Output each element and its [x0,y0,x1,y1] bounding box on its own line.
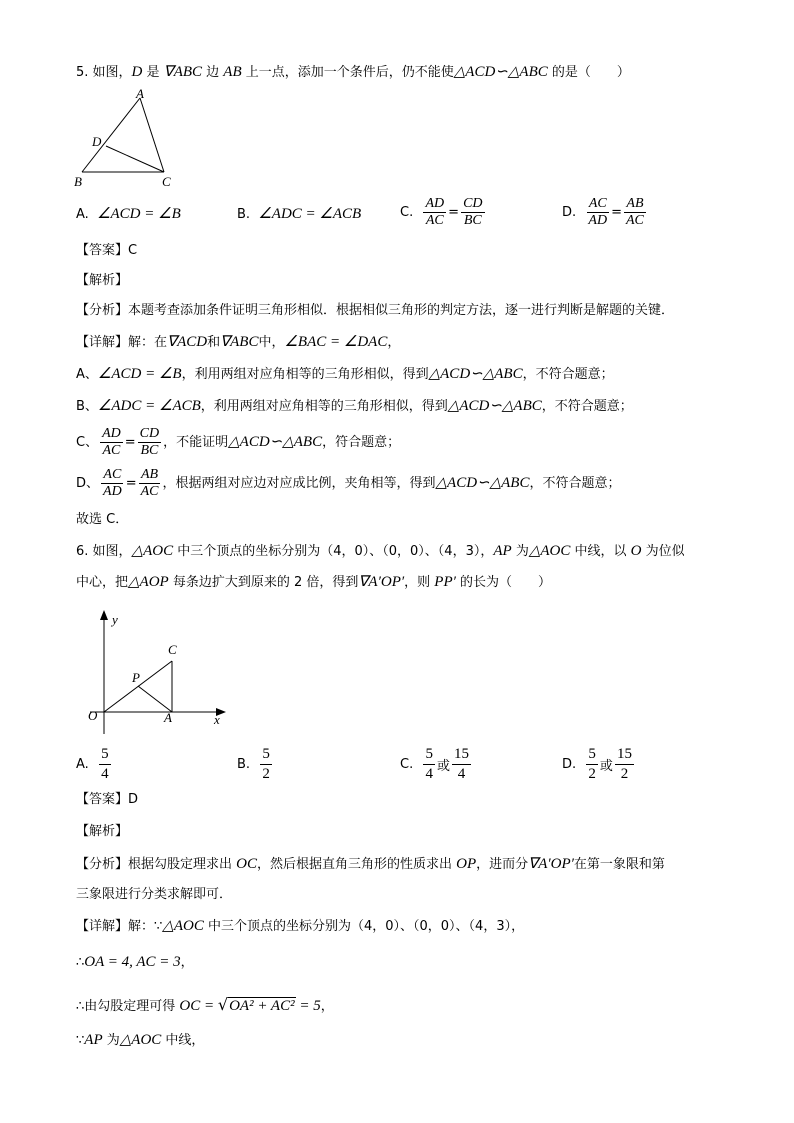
q6-option-d[interactable]: D. $\frac{5}{2}$ 或 $\frac{15}{2}$ [562,746,632,782]
label-p: P [132,670,140,685]
fraction: $\frac{AB}{AC}$ [626,196,644,228]
q5-stem: 5. 如图，D 是 ∇ABC 边 AB 上一点，添加一个条件后，仍不能使△ACD∽△ABC 的是（ ） [76,64,630,80]
q5-fenxi: 【分析】本题考查添加条件证明三角形相似．根据相似三角形的判定方法，逐一进行判断是解题的关键． [76,303,675,318]
q6-coordinate-figure [80,606,240,740]
edge-ac [140,98,164,172]
q5-xiangjie: 【详解】解：在∇ACD和∇ABC中，∠BAC = ∠DAC， [76,334,401,350]
segment-ap [138,686,172,712]
q6-stem-line1: 6. 如图，△AOC 中三个顶点的坐标分别为（4，0）、（0，0）、（4，3），AP 为△AOC 中线，以 O 为位似 [76,543,685,559]
q6-option-c[interactable]: C. $\frac{5}{4}$ 或 $\frac{15}{4}$ [400,746,469,782]
q5-triangle-figure [70,86,190,192]
sqrt-sign: √ [217,995,229,1014]
q5-option-d[interactable]: D. $\frac{AC}{AD}$ = $\frac{AB}{AC}$ [562,196,644,228]
q5-option-a[interactable]: A. ∠ACD = ∠B [76,206,181,222]
fraction: $\frac{AC}{AD}$ [588,196,608,228]
q5-option-b[interactable]: B. ∠ADC = ∠ACB [237,206,362,222]
y-axis-arrow [100,610,108,620]
q6-step2: ∴由勾股定理可得 OC = √OA² + AC² = 5， [76,995,334,1014]
fraction: $\frac{AC}{AD}$ [103,467,122,499]
q6-option-b[interactable]: B. $\frac{5}{2}$ [237,746,270,782]
label-a: A [164,710,172,725]
label-a: A [136,86,144,101]
edge-ab [82,98,140,172]
fraction: $\frac{5}{2}$ [262,746,270,782]
fraction: $\frac{AD}{AC}$ [102,426,121,458]
label-c: C [162,174,171,189]
label-x: x [214,712,220,727]
q5-line-c: C、 $\frac{AD}{AC}$ = $\frac{CD}{BC}$ ，不能证明△ACD∽△ABC，符合题意； [76,426,401,458]
fraction: $\frac{AB}{AC}$ [140,467,159,499]
fraction: $\frac{15}{2}$ [616,746,632,782]
q5-line-d: D、 $\frac{AC}{AD}$ = $\frac{AB}{AC}$ ，根据两组对应边对应成比例，夹角相等，得到△ACD∽△ABC，不符合题意； [76,467,621,499]
q6-answer: 【答案】D [76,792,139,807]
label-d: D [92,134,102,149]
label-o: O [88,708,98,723]
q5-line-b: B、∠ADC = ∠ACB，利用两组对应角相等的三角形相似，得到△ACD∽△ABC，不符合题意； [76,398,633,414]
q6-step3: ∵AP 为△AOC 中线， [76,1032,205,1048]
fraction: $\frac{5}{4}$ [101,746,109,782]
q5-option-c[interactable]: C. $\frac{AD}{AC}$ = $\frac{CD}{BC}$ [400,196,483,228]
fraction: $\frac{CD}{BC}$ [139,426,160,458]
q6-fenxi-line1: 【分析】根据勾股定理求出 OC，然后根据直角三角形的性质求出 OP，进而分∇A′OP′在第一象限和第 [76,856,665,872]
q6-step1: ∴OA = 4, AC = 3， [76,954,194,970]
q6-analysis-tag: 【解析】 [76,824,129,839]
q6-fenxi-line2: 三象限进行分类求解即可． [76,887,233,902]
fraction: $\frac{AD}{AC}$ [425,196,445,228]
label-y: y [112,612,118,627]
q5-analysis-tag: 【解析】 [76,273,129,288]
fraction: $\frac{15}{4}$ [454,746,469,782]
q5-conclusion: 故选 C． [76,512,129,527]
q5-line-a: A、∠ACD = ∠B，利用两组对应角相等的三角形相似，得到△ACD∽△ABC，不符合题意； [76,366,614,382]
fraction: $\frac{5}{2}$ [588,746,596,782]
q6-stem-line2: 中心，把△AOP 每条边扩大到原来的 2 倍，得到∇A′OP′，则 PP′ 的长为（ ） [76,574,552,590]
fraction: $\frac{CD}{BC}$ [463,196,483,228]
q6-xiangjie: 【详解】解：∵△AOC 中三个顶点的坐标分别为（4，0）、（0，0）、（4，3）， [76,918,525,934]
label-c: C [168,642,177,657]
fraction: $\frac{5}{4}$ [425,746,433,782]
edge-dc [106,146,164,172]
q6-option-a[interactable]: A. $\frac{5}{4}$ [76,746,109,782]
label-b: B [74,174,82,189]
q5-answer: 【答案】C [76,243,138,258]
